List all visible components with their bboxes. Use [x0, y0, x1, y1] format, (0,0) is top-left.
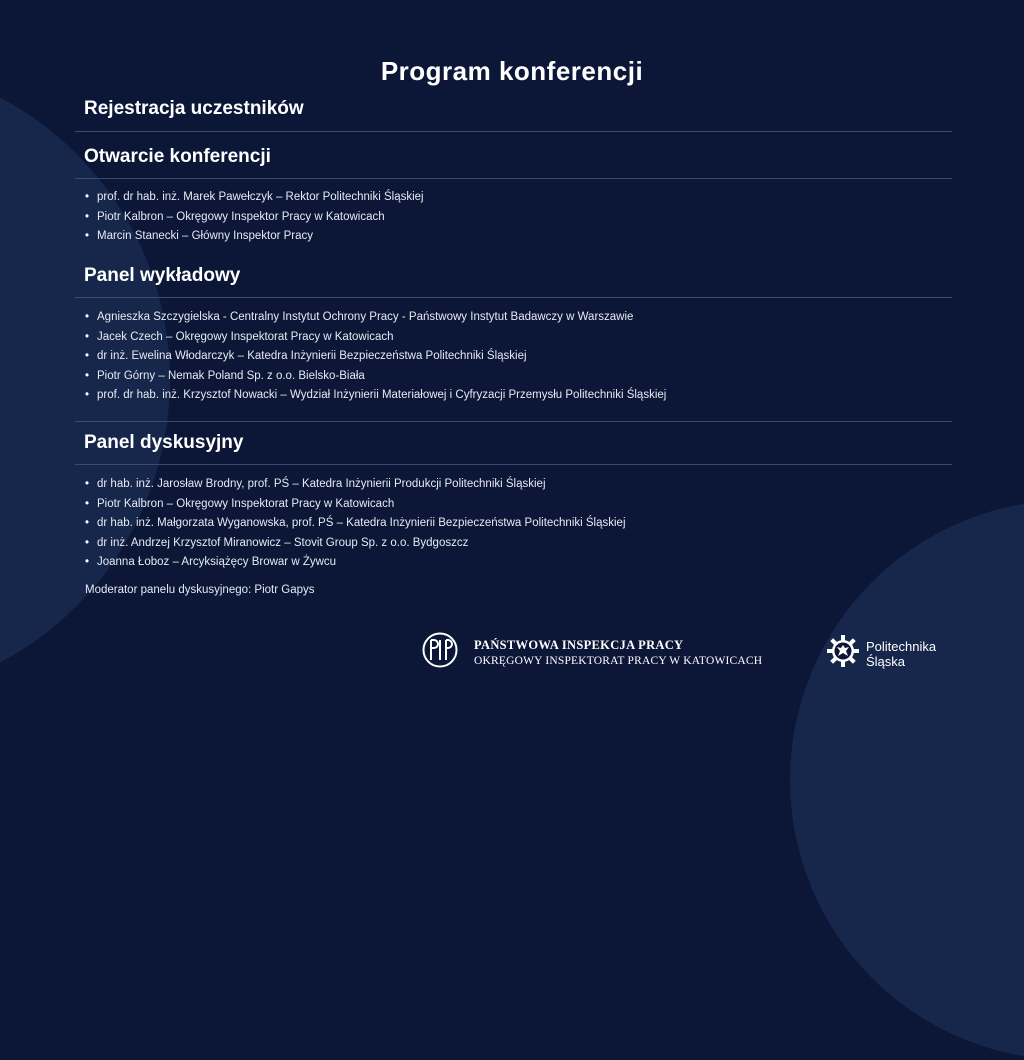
- polsl-gear-eagle-icon: [826, 634, 860, 673]
- opening-speakers-list: [85, 188, 424, 247]
- list-item: • Jacek Czech – Okręgowy Inspektorat Pracy w Katowicach: [85, 328, 666, 348]
- decorative-circle-right: [790, 500, 1024, 1060]
- divider: [75, 464, 952, 465]
- moderator-note: Moderator panelu dyskusyjnego: Piotr Gapys: [85, 584, 315, 596]
- list-item: • prof. dr hab. inż. Krzysztof Nowacki – Wydział Inżynierii Materiałowej i Cyfryzacji Przemysłu Politechniki Śląskiej: [85, 386, 666, 406]
- section-heading-discussion-panel: Panel dyskusyjny: [84, 432, 244, 453]
- divider: [75, 178, 952, 179]
- list-item: • dr hab. inż. Małgorzata Wyganowska, prof. PŚ – Katedra Inżynierii Bezpieczeństwa Politechniki Śląskiej: [85, 514, 626, 534]
- list-item: • Marcin Stanecki – Główny Inspektor Pracy: [85, 227, 424, 247]
- pip-logo: [422, 632, 762, 673]
- polsl-name-line2: Śląska: [866, 653, 906, 669]
- list-item: • Piotr Kalbron – Okręgowy Inspektorat Pracy w Katowicach: [85, 495, 626, 515]
- pip-subtitle: OKRĘGOWY INSPEKTORAT PRACY W KATOWICACH: [474, 655, 763, 667]
- list-item: • Joanna Łoboz – Arcyksiążęcy Browar w Żywcu: [85, 553, 626, 573]
- page-title: Program konferencji: [380, 56, 644, 86]
- section-heading-registration: Rejestracja uczestników: [84, 98, 304, 119]
- list-item: • dr hab. inż. Jarosław Brodny, prof. PŚ – Katedra Inżynierii Produkcji Politechniki Śląskiej: [85, 475, 626, 495]
- list-item: • prof. dr hab. inż. Marek Pawełczyk – Rektor Politechniki Śląskiej: [85, 188, 424, 208]
- section-heading-lecture-panel: Panel wykładowy: [84, 265, 241, 286]
- polsl-name-line1: Politechnika: [866, 638, 937, 654]
- divider: [75, 131, 952, 132]
- polsl-logo: [826, 634, 936, 673]
- discussion-panel-list: [85, 475, 626, 573]
- lecture-panel-list: [85, 308, 666, 406]
- section-heading-opening: Otwarcie konferencji: [84, 146, 271, 167]
- pip-name: PAŃSTWOWA INSPEKCJA PRACY: [474, 638, 684, 652]
- list-item: • Piotr Kalbron – Okręgowy Inspektor Pracy w Katowicach: [85, 208, 424, 228]
- list-item: • dr inż. Andrzej Krzysztof Miranowicz – Stovit Group Sp. z o.o. Bydgoszcz: [85, 534, 626, 554]
- list-item: • dr inż. Ewelina Włodarczyk – Katedra Inżynierii Bezpieczeństwa Politechniki Śląskiej: [85, 347, 666, 367]
- divider: [75, 421, 952, 422]
- list-item: • Piotr Górny – Nemak Poland Sp. z o.o. Bielsko-Biała: [85, 367, 666, 387]
- divider: [75, 297, 952, 298]
- list-item: • Agnieszka Szczygielska - Centralny Instytut Ochrony Pracy - Państwowy Instytut Badawczy w Warszawie: [85, 308, 666, 328]
- pip-emblem-icon: [422, 632, 458, 673]
